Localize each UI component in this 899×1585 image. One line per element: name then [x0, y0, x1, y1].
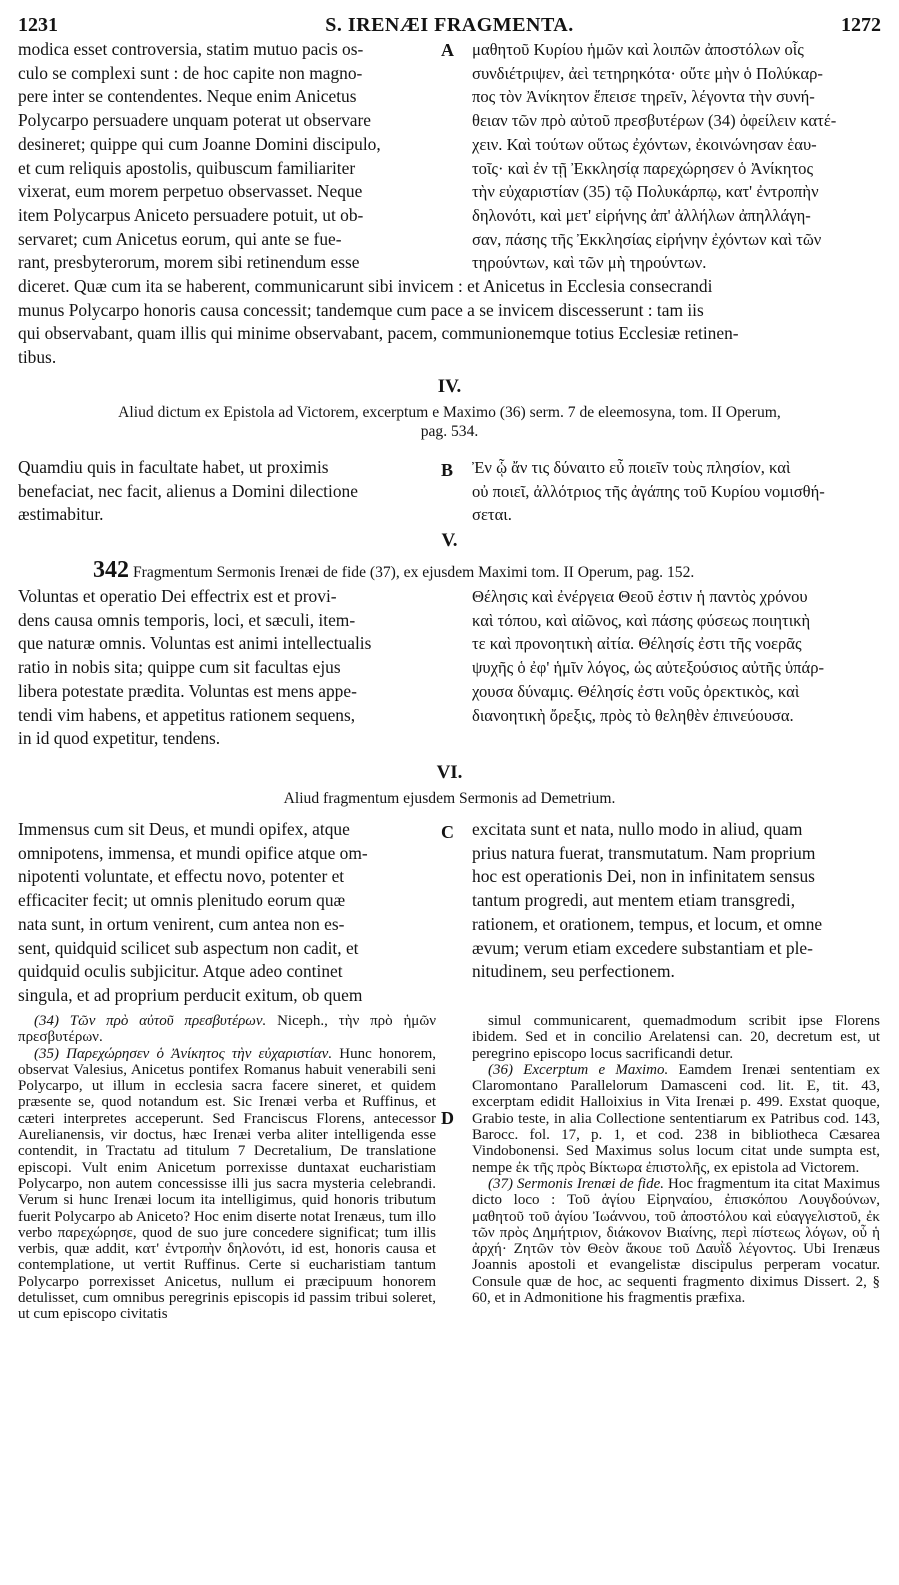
- greek-line: Ἐν ᾧ ἄν τις δύναιτο εὖ ποιεῖν τοὺς πλησίον, καὶ: [472, 458, 791, 477]
- footnote-lemma: (37) Sermonis Irenæi de fide.: [488, 1175, 664, 1192]
- greek-line: διανοητικὴ ὄρεξις, πρὸς τὸ θεληθὲν ἐπινεύουσα.: [472, 705, 794, 725]
- margin-letter-b: B: [441, 460, 454, 480]
- footnotes-right: [472, 1013, 880, 1306]
- section-title: Aliud fragmentum ejusdem Sermonis ad Demetrium.: [283, 790, 616, 807]
- section-number-iv: IV.: [437, 376, 462, 397]
- latin-line: pere inter se contendentes. Neque enim Anicetus: [18, 86, 357, 107]
- latin-line: que naturæ omnis. Voluntas est animi intellectualis: [18, 633, 372, 654]
- running-title: S. IRENÆI FRAGMENTA.: [325, 14, 574, 36]
- greek-line: θειαν τῶν πρὸ αὐτοῦ πρεσβυτέρων (34) ὀφείλειν κατέ-: [472, 111, 837, 131]
- greek-line: καὶ τόπου, καὶ αἰῶνος, καὶ πάσης φύσεως ποιητικὴ: [472, 610, 811, 630]
- footnote-text: Hoc fragmentum ita citat Maximus dicto loco : Τοῦ ἁγίου Εἰρηναίου, ἐπισκόπου Λουγδούνων, μαθητοῦ τοῦ ἁγίου Ἰωάννου, τοῦ ἀποστόλου καὶ εὐαγγελιστοῦ, ἐκ τῶν πρὸς Δημήτριον, διάκονον Βιαίνης, περὶ πίστεως λόγων, οὗ ἡ ἀρχή· Ζητῶν τὸν Θεὸν ἄκουε τοῦ Δαυῒδ λέγοντος. Ubi Irenæus Joannis apostoli et evangelistæ discipulus perperam vocatur. Consule quæ de hoc, ac sequenti fragmento diximus Dissert. 2, § 60, et in Admonitione his fragmentis præfixa.: [472, 1175, 880, 1307]
- latin-line: et cum reliquis apostolis, quibuscum familiariter: [18, 157, 356, 178]
- latin-line: hoc est operationis Dei, non in infinitatem sensus: [472, 866, 815, 887]
- section-iv-greek: [472, 456, 880, 527]
- section-v-latin: [18, 585, 436, 751]
- greek-line: τὴν εὐχαριστίαν (35) τῷ Πολυκάρπῳ, κατ' ἐντροπὴν: [472, 182, 819, 202]
- footnote-text: Eamdem Irenæi sententiam ex Claromontano Parallelorum Damasceni cod. lit. E, tit. 43, excerptam edidit Halloixius in Vita Irenæi p. 499. Exstat quoque, Grabio teste, in alia Collectione sententiarum ex Patribus cod. 143, Barocc. fol. 17, p. 1, et cod. 238 in bibliotheca Cæsarea Vindobonensi. Sed Maximus solus locum citat unde sumpta est, nempe ἐκ τῆς πρὸς Βίκτωρα ἐπιστολῆς, ex epistola ad Victorem.: [472, 1061, 880, 1176]
- latin-line: nata sunt, in ortum venirent, cum antea non es-: [18, 913, 345, 934]
- latin-line: Polycarpo persuadere unquam poterat ut observare: [18, 110, 371, 131]
- latin-line: qui observabant, quam illis qui minime observabant, pacem, communionemque totius Ecclesiæ retinen-: [18, 323, 739, 344]
- greek-line: δηλονότι, καὶ μετ' εἰρήνης ἀπ' ἀλλήλων ἀπηλλάγη-: [472, 205, 811, 225]
- greek-line: Θέλησις καὶ ἐνέργεια Θεοῦ ἐστιν ἡ παντὸς χρόνου: [472, 587, 808, 606]
- footnote-34: [18, 1013, 436, 1046]
- latin-line: tantum progredi, aut mentem etiam transgredi,: [472, 890, 796, 911]
- greek-line: οὐ ποιεῖ, ἀλλότριος τῆς ἀγάπης τοῦ Κυρίου νομισθή-: [472, 481, 825, 501]
- latin-line: tendi vim habens, et appetitus rationem sequens,: [18, 704, 356, 725]
- margin-letter-a: A: [441, 40, 454, 60]
- latin-line: efficaciter fecit; ut omnis plenitudo eorum quæ: [18, 890, 346, 911]
- page-number-left: 1231: [18, 14, 58, 36]
- latin-line: omnipotens, immensa, et mundi opifice atque om-: [18, 842, 368, 863]
- footnote-lemma: (34) Τῶν πρὸ αὐτοῦ πρεσβυτέρων.: [34, 1013, 267, 1029]
- section-title: Fragmentum Sermonis Irenæi de fide (37), ex ejusdem Maximi tom. II Operum, pag. 152.: [133, 564, 695, 581]
- latin-line: dens causa omnis temporis, loci, et sæculi, item-: [18, 609, 356, 630]
- latin-line: vixerat, eum morem perpetuo observasset. Neque: [18, 181, 363, 202]
- latin-line: item Polycarpus Aniceto persuadere potuit, ut ob-: [18, 204, 364, 225]
- latin-line: modica esset controversia, statim mutuo pacis os-: [18, 39, 364, 59]
- column-number: 342: [93, 557, 129, 583]
- footnote-text: Niceph., τὴν πρὸ ἡμῶν πρεσβυτέρων.: [18, 1013, 436, 1046]
- section-v-greek: [472, 585, 880, 727]
- footnote-35: [18, 1046, 436, 1323]
- top-full-width-text: [18, 275, 881, 370]
- footnote-37: [472, 1176, 880, 1306]
- latin-line: prius natura fuerat, transmutatum. Nam proprium: [472, 842, 816, 863]
- latin-line: æstimabitur.: [18, 504, 104, 525]
- greek-line: χειν. Καὶ τούτων οὕτως ἐχόντων, ἐκοινώνησαν ἑαυ-: [472, 134, 817, 154]
- latin-line: excitata sunt et nata, nullo modo in aliud, quam: [472, 819, 803, 839]
- greek-line: μαθητοῦ Κυρίου ἡμῶν καὶ λοιπῶν ἀποστόλων οἷς: [472, 40, 804, 59]
- footnote-lemma: (36) Excerptum e Maximo.: [488, 1061, 669, 1078]
- greek-line: τοῖς· καὶ ἐν τῇ Ἐκκλησίᾳ παρεχώρησεν ὁ Ἀνίκητος: [472, 158, 814, 178]
- greek-line: χουσα δύναμις. Θέλησίς ἐστι νοῦς ὀρεκτικὸς, καὶ: [472, 681, 800, 701]
- footnote-continuation: simul communicarent, quemadmodum scribit ipse Florens ibidem. Sed et in concilio Arelatensi can. 20, decretum est, ut peregrino episcopo locus sacrificandi detur.: [472, 1013, 880, 1062]
- section-number-vi: VI.: [436, 762, 463, 783]
- latin-line: tibus.: [18, 347, 57, 368]
- footnotes-left: [18, 1013, 436, 1323]
- greek-line: πος τὸν Ἀνίκητον ἔπεισε τηρεῖν, λέγοντα τὴν συνή-: [472, 87, 815, 107]
- latin-line: desineret; quippe qui cum Joanne Domini discipulo,: [18, 133, 381, 154]
- greek-line: σεται.: [472, 505, 512, 525]
- latin-line: rationem, et orationem, tempus, et locum, et omne: [472, 913, 823, 934]
- footnote-lemma: (35) Παρεχώρησεν ὁ Ἀνίκητος τὴν εὐχαριστίαν.: [34, 1045, 333, 1062]
- section-vi-heading: [18, 789, 881, 808]
- latin-line: Immensus cum sit Deus, et mundi opifex, atque: [18, 819, 350, 839]
- latin-line: Quamdiu quis in facultate habet, ut proximis: [18, 457, 329, 477]
- latin-line: rant, presbyterorum, morem sibi retinendum esse: [18, 252, 360, 273]
- margin-letter-d: D: [441, 1108, 454, 1128]
- footnote-36: [472, 1062, 880, 1176]
- latin-line: ratio in nobis sita; quippe cum sit facultas ejus: [18, 657, 341, 678]
- greek-line: τε καὶ προνοητικὴ αἰτία. Θέλησίς ἐστι τῆς νοερᾶς: [472, 634, 802, 654]
- section-vi-left-column: [18, 818, 436, 1008]
- latin-line: nipotenti voluntate, et effectu novo, potenter et: [18, 866, 345, 887]
- latin-line: singula, et ad proprium perducit exitum, ob quem: [18, 984, 363, 1005]
- latin-line: nitudinem, seu perfectionem.: [472, 961, 675, 982]
- latin-line: libera potestate prædita. Voluntas est mens appe-: [18, 680, 357, 701]
- section-iv-heading: [18, 403, 881, 441]
- top-latin-column: [18, 38, 436, 275]
- section-v-heading: [93, 557, 694, 584]
- section-vi-right-column: [472, 818, 880, 984]
- page-number-right: 1272: [841, 14, 881, 36]
- latin-line: quidquid oculis subjicitur. Atque adeo continet: [18, 961, 343, 982]
- latin-line: sent, quidquid scilicet sub aspectum non cadit, et: [18, 937, 359, 958]
- greek-line: σαν, πάσης τῆς Ἐκκλησίας εἰρήνην ἐχόντων καὶ τῶν: [472, 229, 822, 249]
- greek-line: τηρούντων, καὶ τῶν μὴ τηρούντων.: [472, 253, 707, 273]
- latin-line: culo se complexi sunt : de hoc capite non magno-: [18, 62, 363, 83]
- section-number-v: V.: [441, 530, 458, 551]
- section-iv-latin: [18, 456, 436, 527]
- latin-line: Voluntas et operatio Dei effectrix est et provi-: [18, 586, 337, 606]
- margin-letter-c: C: [441, 822, 454, 842]
- greek-line: συνδιέτριψεν, ἀεὶ τετηρηκότα· οὔτε μὴν ὁ Πολύκαρ-: [472, 63, 823, 83]
- latin-line: munus Polycarpo honoris causa concessit; tandemque cum pace a se invicem discesserunt : tam iis: [18, 299, 704, 320]
- latin-line: servaret; cum Anicetus eorum, qui ante se fue-: [18, 228, 342, 249]
- latin-line: in id quod expetitur, tendens.: [18, 728, 221, 749]
- footnote-text: Hunc honorem, observat Valesius, Anicetus pontifex Romanus habuit venerabili seni Polycarpo, ut illum in ecclesia sacra facere sineret, et quidem præsente se, quod notandum est. Sic Irenæi verba et Ruffinus, et cæteri interpretes acceperunt. Sed Franciscus Florens, antecessor Aurelianensis, vir doctus, hæc Irenæi verba aliter intelligenda esse contendit, in Tractatu ad titulum 7 Decretalium, De translatione episcopi. Vult enim Anicetum porrexisse duntaxat eucharistiam Polycarpo, non autem concessisse illi jus sacra mysteria celebrandi. Verum si hunc Irenæi locum ita intelligimus, quid honoris tributum fuerit Polycarpo ab Aniceto? Hoc enim diserte notat Irenæus, tum illo verbo παρεχώρησε, quod de suo jure concedere significat; tum illis verbis, quæ addit, κατ' ἐντροπὴν δηλονότι, id est, honoris causa et contemplatione, ut vertit Ruffinus. Certe si eucharistiam tantum Polycarpo porrexisset Anicetus, nullum ei præcipuum honorem detulisset, cum omnibus peregrinis episcopis id passim tribui soleret, ut cum episcopo civitatis: [18, 1045, 436, 1323]
- greek-line: ψυχῆς ὁ ἐφ' ἡμῖν λόγος, ὡς αὐτεξούσιος αὐτῆς ὑπάρ-: [472, 658, 825, 678]
- section-title: pag. 534.: [420, 423, 479, 440]
- section-title: Aliud dictum ex Epistola ad Victorem, excerptum e Maximo (36) serm. 7 de eleemosyna, tom. II Operum,: [118, 404, 781, 421]
- latin-line: diceret. Quæ cum ita se haberent, communicarunt sibi invicem : et Anicetus in Ecclesia consecrandi: [18, 276, 713, 296]
- latin-line: ævum; verum etiam excedere substantiam et ple-: [472, 937, 813, 958]
- top-greek-column: [472, 38, 880, 275]
- latin-line: benefaciat, nec facit, alienus a Domini dilectione: [18, 480, 358, 501]
